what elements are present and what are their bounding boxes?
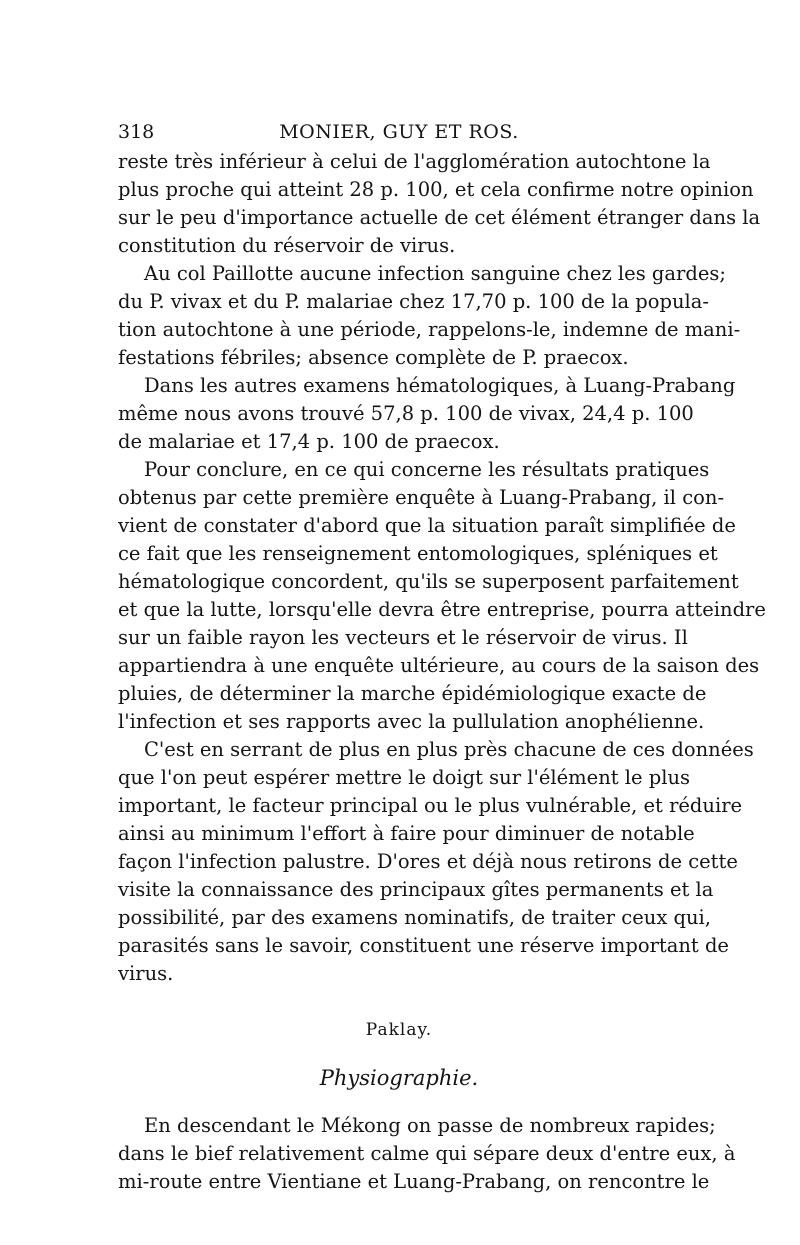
text-line: ainsi au minimum l'effort à faire pour diminuer de notable xyxy=(118,822,695,845)
running-title: MONIER, GUY ET ROS. xyxy=(279,121,519,143)
paragraph xyxy=(118,260,741,372)
text-line: ce fait que les renseignement entomologiques, spléniques et xyxy=(118,542,718,565)
text-line: visite la connaissance des principaux gîtes permanents et la xyxy=(118,878,714,901)
text-line: C'est en serrant de plus en plus près chacune de ces données xyxy=(144,738,754,761)
text-line: l'infection et ses rapports avec la pullulation anophélienne. xyxy=(118,710,705,733)
text-line: parasités sans le savoir, constituent une réserve important de xyxy=(118,934,729,957)
text-line: En descendant le Mékong on passe de nombreux rapides; xyxy=(144,1114,716,1137)
text-line: mi-route entre Vientiane et Luang-Prabang, on rencontre le xyxy=(118,1170,710,1193)
page-number: 318 xyxy=(118,121,155,143)
text-line: dans le bief relativement calme qui sépare deux d'entre eux, à xyxy=(118,1142,736,1165)
text-line: constitution du réservoir de virus. xyxy=(118,234,456,257)
section-heading: Paklay. xyxy=(365,1020,433,1040)
paragraph xyxy=(118,148,761,260)
text-line: important, le facteur principal ou le plus vulnérable, et réduire xyxy=(118,794,743,817)
text-line: plus proche qui atteint 28 p. 100, et cela confirme notre opinion xyxy=(118,178,754,201)
text-line: pluies, de déterminer la marche épidémiologique exacte de xyxy=(118,682,707,705)
paragraph xyxy=(118,372,736,456)
section-subheading: Physiographie. xyxy=(319,1066,479,1090)
paragraph xyxy=(118,1112,736,1196)
text-line: Dans les autres examens hématologiques, à Luang-Prabang xyxy=(144,374,736,397)
text-line: reste très inférieur à celui de l'agglomération autochtone la xyxy=(118,150,711,173)
text-line: que l'on peut espérer mettre le doigt sur l'élément le plus xyxy=(118,766,691,789)
text-line: Au col Paillotte aucune infection sanguine chez les gardes; xyxy=(144,262,726,285)
text-line: et que la lutte, lorsqu'elle devra être entreprise, pourra atteindre xyxy=(118,598,766,621)
text-line: même nous avons trouvé 57,8 p. 100 de vivax, 24,4 p. 100 xyxy=(118,402,694,425)
text-line: appartiendra à une enquête ultérieure, au cours de la saison des xyxy=(118,654,760,677)
body-text xyxy=(118,148,766,1196)
text-line: vient de constater d'abord que la situation paraît simplifiée de xyxy=(118,514,736,537)
text-line: possibilité, par des examens nominatifs, de traiter ceux qui, xyxy=(118,906,711,929)
text-line: festations fébriles; absence complète de P. praecox. xyxy=(118,346,629,369)
text-line: virus. xyxy=(118,962,174,985)
paragraph xyxy=(118,456,766,736)
text-line: sur le peu d'importance actuelle de cet élément étranger dans la xyxy=(118,206,761,229)
text-line: du P. vivax et du P. malariae chez 17,70 p. 100 de la popula- xyxy=(118,290,709,313)
text-line: hématologique concordent, qu'ils se superposent parfaitement xyxy=(118,570,739,593)
text-line: Pour conclure, en ce qui concerne les résultats pratiques xyxy=(144,458,710,481)
running-header xyxy=(118,118,680,146)
paragraph xyxy=(118,736,754,988)
text-line: de malariae et 17,4 p. 100 de praecox. xyxy=(118,430,500,453)
text-line: façon l'infection palustre. D'ores et déjà nous retirons de cette xyxy=(118,850,738,873)
text-line: obtenus par cette première enquête à Luang-Prabang, il con- xyxy=(118,486,725,509)
text-line: sur un faible rayon les vecteurs et le réservoir de virus. Il xyxy=(118,626,688,649)
text-line: tion autochtone à une période, rappelons-le, indemne de mani- xyxy=(118,318,741,341)
